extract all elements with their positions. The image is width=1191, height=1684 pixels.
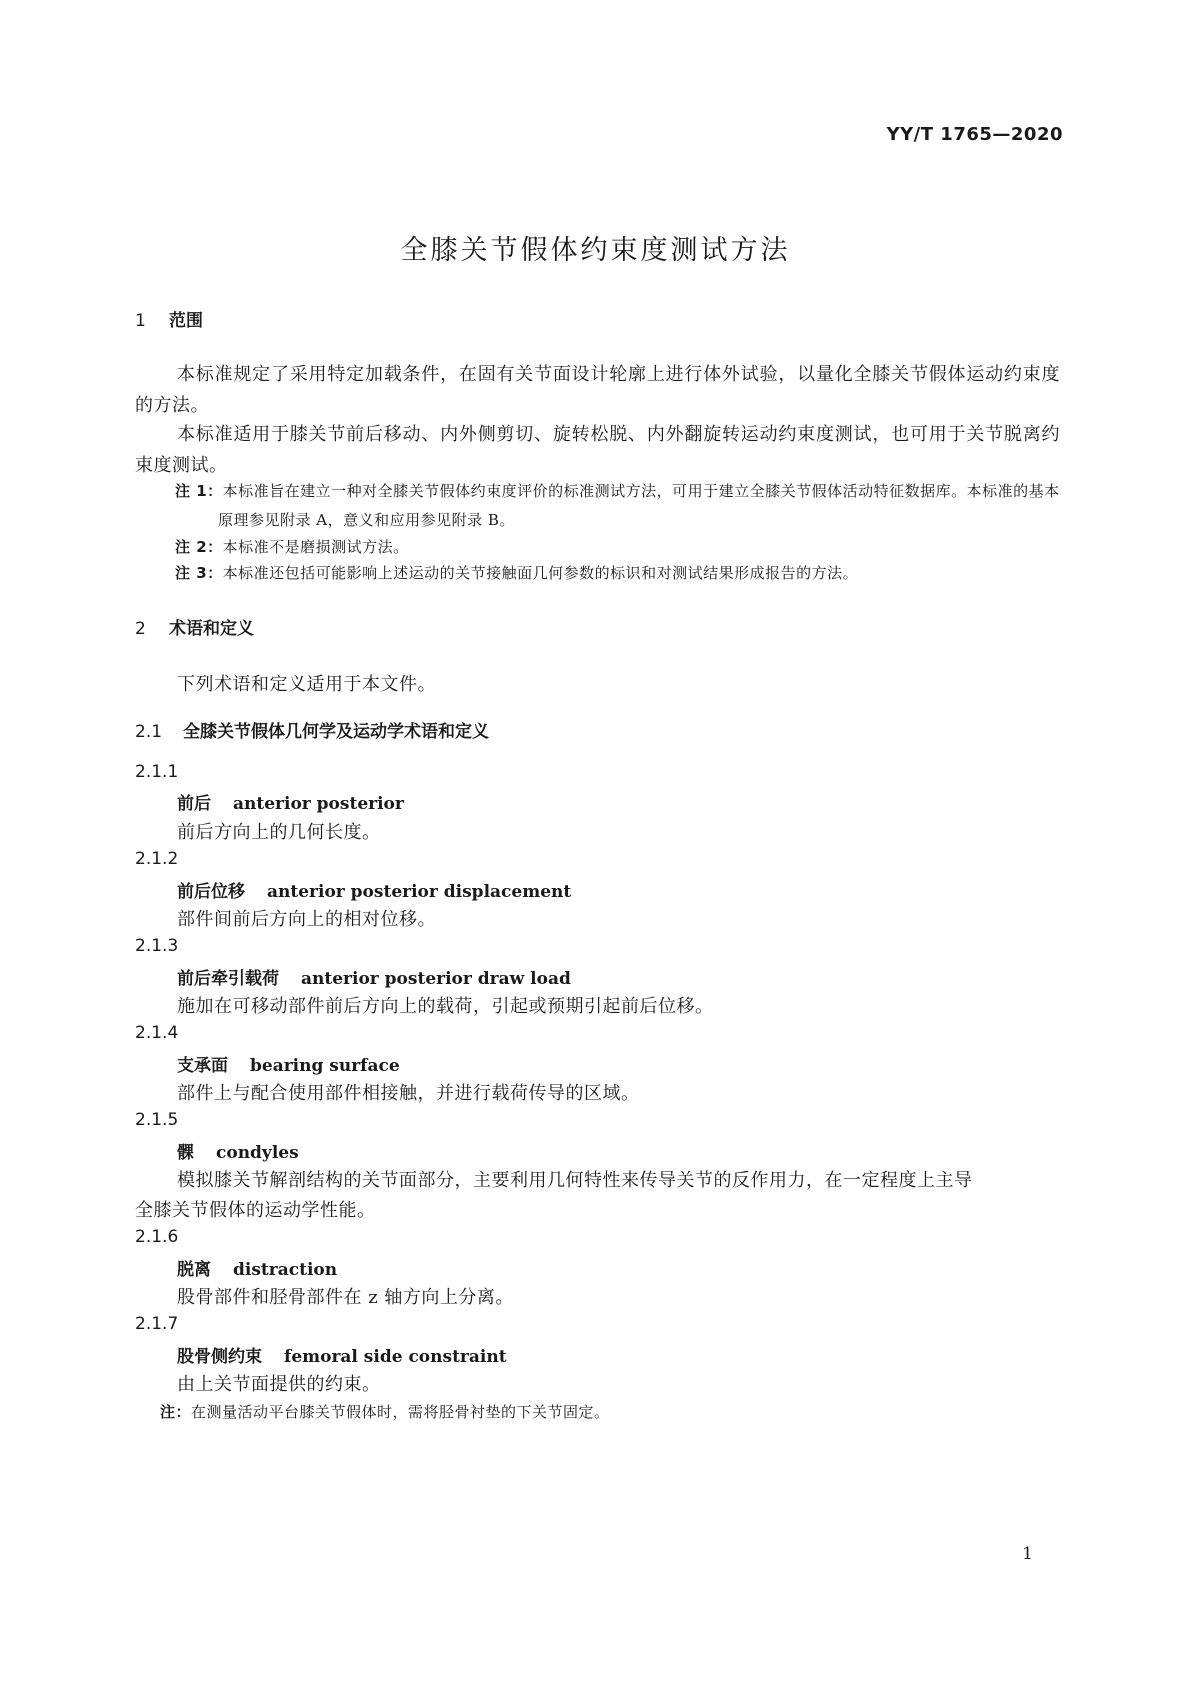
term-chinese: 髁 xyxy=(177,1143,194,1163)
term-english: anterior posterior xyxy=(233,794,404,814)
term-definition: 部件上与配合使用部件相接触，并进行载荷传导的区域。 xyxy=(177,1083,640,1104)
section-2-title: 术语和定义 xyxy=(169,619,254,639)
section-1-heading xyxy=(135,306,203,331)
term-note xyxy=(160,1398,1045,1427)
section-2-heading xyxy=(135,614,254,639)
term-english: bearing surface xyxy=(250,1056,400,1076)
term-english: anterior posterior displacement xyxy=(267,882,572,902)
term-number: 2.1.6 xyxy=(135,1227,179,1247)
term-chinese: 前后牵引载荷 xyxy=(177,969,279,989)
note-1 xyxy=(175,477,1060,535)
term-heading xyxy=(177,1138,299,1163)
term-chinese: 支承面 xyxy=(177,1056,228,1076)
note-2-text: 本标准不是磨损测试方法。 xyxy=(222,538,409,556)
term-heading xyxy=(177,1342,507,1367)
term-chinese: 脱离 xyxy=(177,1260,211,1280)
section-1-title: 范围 xyxy=(169,311,203,331)
section-2-number: 2 xyxy=(135,619,146,639)
note-1-text: 本标准旨在建立一种对全膝关节假体约束度评价的标准测试方法，可用于建立全膝关节假体活动特征数据库。本标准的基本原理参见附录 A，意义和应用参见附录 B。 xyxy=(218,482,1060,529)
standard-number: YY/T 1765—2020 xyxy=(886,124,1063,145)
term-number: 2.1.2 xyxy=(135,849,179,869)
section-1-number: 1 xyxy=(135,311,146,331)
term-definition: 由上关节面提供的约束。 xyxy=(177,1374,381,1395)
term-heading xyxy=(177,964,571,989)
document-title: 全膝关节假体约束度测试方法 xyxy=(400,235,791,266)
term-definition: 前后方向上的几何长度。 xyxy=(177,822,381,843)
section-1-paragraph-2: 本标准适用于膝关节前后移动、内外侧剪切、旋转松脱、内外翻旋转运动约束度测试，也可用于关节脱离约束度测试。 xyxy=(135,424,1060,476)
subsection-2-1-number: 2.1 xyxy=(135,722,163,742)
term-definition: 施加在可移动部件前后方向上的载荷，引起或预期引起前后位移。 xyxy=(177,996,714,1017)
term-note-label: 注： xyxy=(160,1403,192,1421)
term-definition: 股骨部件和胫骨部件在 z 轴方向上分离。 xyxy=(177,1287,514,1308)
term-chinese: 前后 xyxy=(177,794,211,814)
term-definition: 部件间前后方向上的相对位移。 xyxy=(177,909,436,930)
term-heading xyxy=(177,877,571,902)
note-3-label: 注 3： xyxy=(175,564,223,582)
term-note-text: 在测量活动平台膝关节假体时，需将胫骨衬垫的下关节固定。 xyxy=(191,1403,610,1421)
note-1-label: 注 1： xyxy=(175,482,223,500)
note-3 xyxy=(175,559,1060,588)
subsection-2-1-heading xyxy=(135,717,489,742)
term-chinese: 股骨侧约束 xyxy=(177,1347,262,1367)
section-1-paragraph-1: 本标准规定了采用特定加载条件，在固有关节面设计轮廓上进行体外试验，以量化全膝关节假体运动约束度的方法。 xyxy=(135,364,1060,416)
subsection-2-1-title: 全膝关节假体几何学及运动学术语和定义 xyxy=(183,722,489,742)
note-2 xyxy=(175,533,1060,562)
term-english: anterior posterior draw load xyxy=(301,969,571,989)
term-number: 2.1.3 xyxy=(135,936,179,956)
section-2-paragraph: 下列术语和定义适用于本文件。 xyxy=(177,674,436,695)
term-number: 2.1.4 xyxy=(135,1023,179,1043)
term-heading xyxy=(177,1255,337,1280)
term-english: distraction xyxy=(233,1260,338,1280)
term-definition-line-1: 模拟膝关节解剖结构的关节面部分，主要利用几何特性来传导关节的反作用力，在一定程度上主导 xyxy=(177,1170,973,1191)
term-number: 2.1.7 xyxy=(135,1314,179,1334)
note-2-label: 注 2： xyxy=(175,538,223,556)
term-english: condyles xyxy=(216,1143,299,1163)
term-number: 2.1.1 xyxy=(135,762,179,782)
note-3-text: 本标准还包括可能影响上述运动的关节接触面几何参数的标识和对测试结果形成报告的方法。 xyxy=(222,564,859,582)
term-chinese: 前后位移 xyxy=(177,882,245,902)
term-english: femoral side constraint xyxy=(284,1347,507,1367)
term-heading xyxy=(177,789,404,814)
term-number: 2.1.5 xyxy=(135,1110,179,1130)
term-definition-line-2: 全膝关节假体的运动学性能。 xyxy=(135,1200,376,1221)
term-heading xyxy=(177,1051,400,1076)
page-number: 1 xyxy=(1022,1544,1033,1564)
